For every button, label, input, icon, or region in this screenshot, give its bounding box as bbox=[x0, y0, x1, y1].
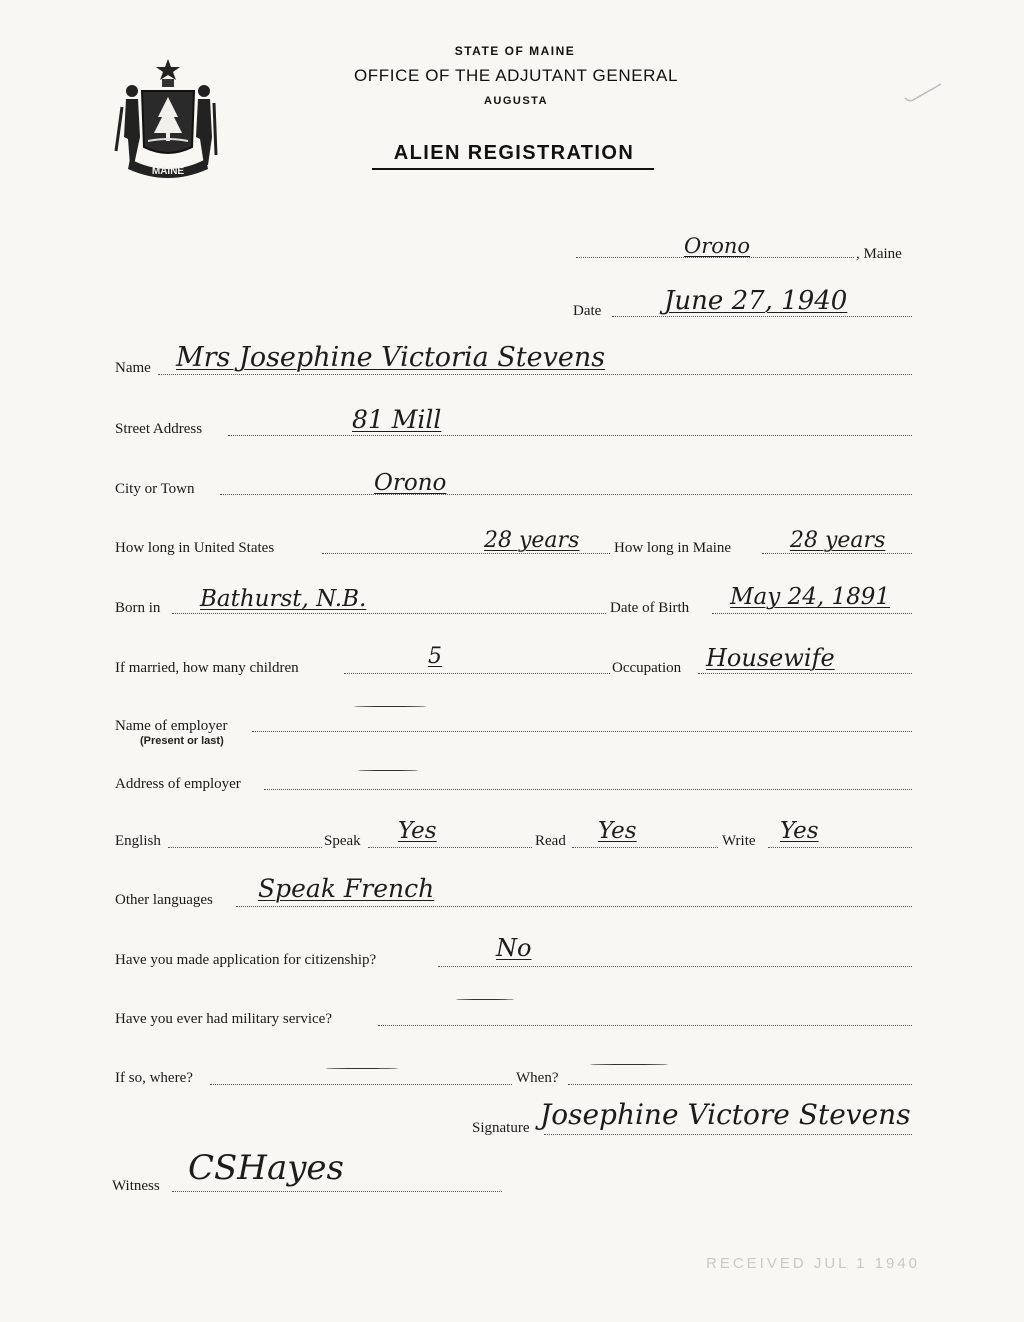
how-long-us-label: How long in United States bbox=[115, 540, 275, 556]
write-label: Write bbox=[722, 833, 756, 849]
city-town-label: City or Town bbox=[115, 481, 195, 497]
english-line bbox=[168, 847, 322, 848]
when-line bbox=[568, 1084, 912, 1085]
city-town-value: Orono bbox=[374, 470, 447, 496]
date-line bbox=[612, 316, 912, 317]
if-so-where-line bbox=[210, 1084, 512, 1085]
date-value: June 27, 1940 bbox=[664, 286, 848, 316]
other-languages-label: Other languages bbox=[115, 892, 213, 908]
signature-value: Josephine Victore Stevens bbox=[540, 1098, 911, 1131]
pencil-check-mark bbox=[903, 82, 943, 106]
street-address-line bbox=[228, 435, 912, 436]
city-heading: AUGUSTA bbox=[483, 95, 549, 107]
if-so-where-label: If so, where? bbox=[115, 1070, 193, 1086]
born-in-value: Bathurst, N.B. bbox=[200, 586, 367, 612]
name-value: Mrs Josephine Victoria Stevens bbox=[176, 342, 606, 373]
military-line bbox=[378, 1025, 912, 1026]
maine-label: , Maine bbox=[856, 246, 902, 262]
name-label: Name bbox=[115, 360, 151, 376]
witness-label: Witness bbox=[112, 1178, 160, 1194]
born-in-line bbox=[172, 613, 606, 614]
signature-label: Signature bbox=[472, 1120, 530, 1136]
date-of-birth-line bbox=[712, 613, 912, 614]
occupation-line bbox=[698, 673, 912, 674]
date-of-birth-value: May 24, 1891 bbox=[730, 584, 890, 610]
state-heading: STATE OF MAINE bbox=[454, 44, 576, 58]
occupation-label: Occupation bbox=[612, 660, 682, 676]
how-long-us-value: 28 years bbox=[484, 528, 580, 553]
write-value: Yes bbox=[780, 818, 819, 844]
citizenship-line bbox=[438, 966, 912, 967]
military-dash bbox=[456, 999, 514, 1000]
how-long-us-line bbox=[322, 553, 610, 554]
born-in-label: Born in bbox=[115, 600, 161, 616]
street-address-label: Street Address bbox=[115, 421, 203, 437]
read-value: Yes bbox=[598, 818, 637, 844]
when-label: When? bbox=[516, 1070, 559, 1086]
citizenship-label: Have you made application for citizenship? bbox=[115, 952, 377, 968]
other-languages-line bbox=[236, 906, 912, 907]
date-label: Date bbox=[573, 303, 602, 319]
how-long-maine-value: 28 years bbox=[790, 528, 886, 553]
children-value: 5 bbox=[428, 644, 442, 669]
signature-line bbox=[544, 1134, 912, 1135]
title-underline bbox=[372, 168, 654, 170]
form-title: ALIEN REGISTRATION bbox=[393, 142, 635, 164]
employer-address-line bbox=[264, 789, 912, 790]
employer-address-label: Address of employer bbox=[115, 776, 241, 792]
when-dash bbox=[590, 1064, 668, 1065]
employer-address-dash bbox=[358, 770, 418, 771]
how-long-maine-line bbox=[762, 553, 912, 554]
witness-value: CSHayes bbox=[188, 1148, 345, 1188]
speak-line bbox=[368, 847, 532, 848]
write-line bbox=[768, 847, 912, 848]
english-label: English bbox=[115, 833, 161, 849]
speak-label: Speak bbox=[324, 833, 361, 849]
read-label: Read bbox=[535, 833, 566, 849]
witness-line bbox=[172, 1191, 502, 1192]
received-stamp: RECEIVED JUL 1 1940 bbox=[706, 1255, 921, 1272]
read-line bbox=[572, 847, 718, 848]
name-line bbox=[158, 374, 912, 375]
children-label: If married, how many children bbox=[115, 660, 299, 676]
children-line bbox=[344, 673, 610, 674]
employer-name-note: (Present or last) bbox=[140, 735, 224, 747]
speak-value: Yes bbox=[398, 818, 437, 844]
other-languages-value: Speak French bbox=[258, 874, 435, 903]
if-so-where-dash bbox=[326, 1068, 398, 1069]
town-value: Orono bbox=[684, 234, 751, 258]
employer-name-label: Name of employer bbox=[115, 718, 228, 734]
city-town-line bbox=[220, 494, 912, 495]
military-label: Have you ever had military service? bbox=[115, 1011, 332, 1027]
citizenship-value: No bbox=[496, 934, 532, 962]
street-address-value: 81 Mill bbox=[352, 405, 442, 434]
how-long-maine-label: How long in Maine bbox=[614, 540, 732, 556]
employer-name-dash bbox=[354, 706, 426, 707]
employer-name-line bbox=[252, 731, 912, 732]
occupation-value: Housewife bbox=[706, 644, 835, 672]
date-of-birth-label: Date of Birth bbox=[610, 600, 690, 616]
office-heading: OFFICE OF THE ADJUTANT GENERAL bbox=[353, 66, 679, 85]
seal-motto: MAINE bbox=[151, 166, 185, 177]
